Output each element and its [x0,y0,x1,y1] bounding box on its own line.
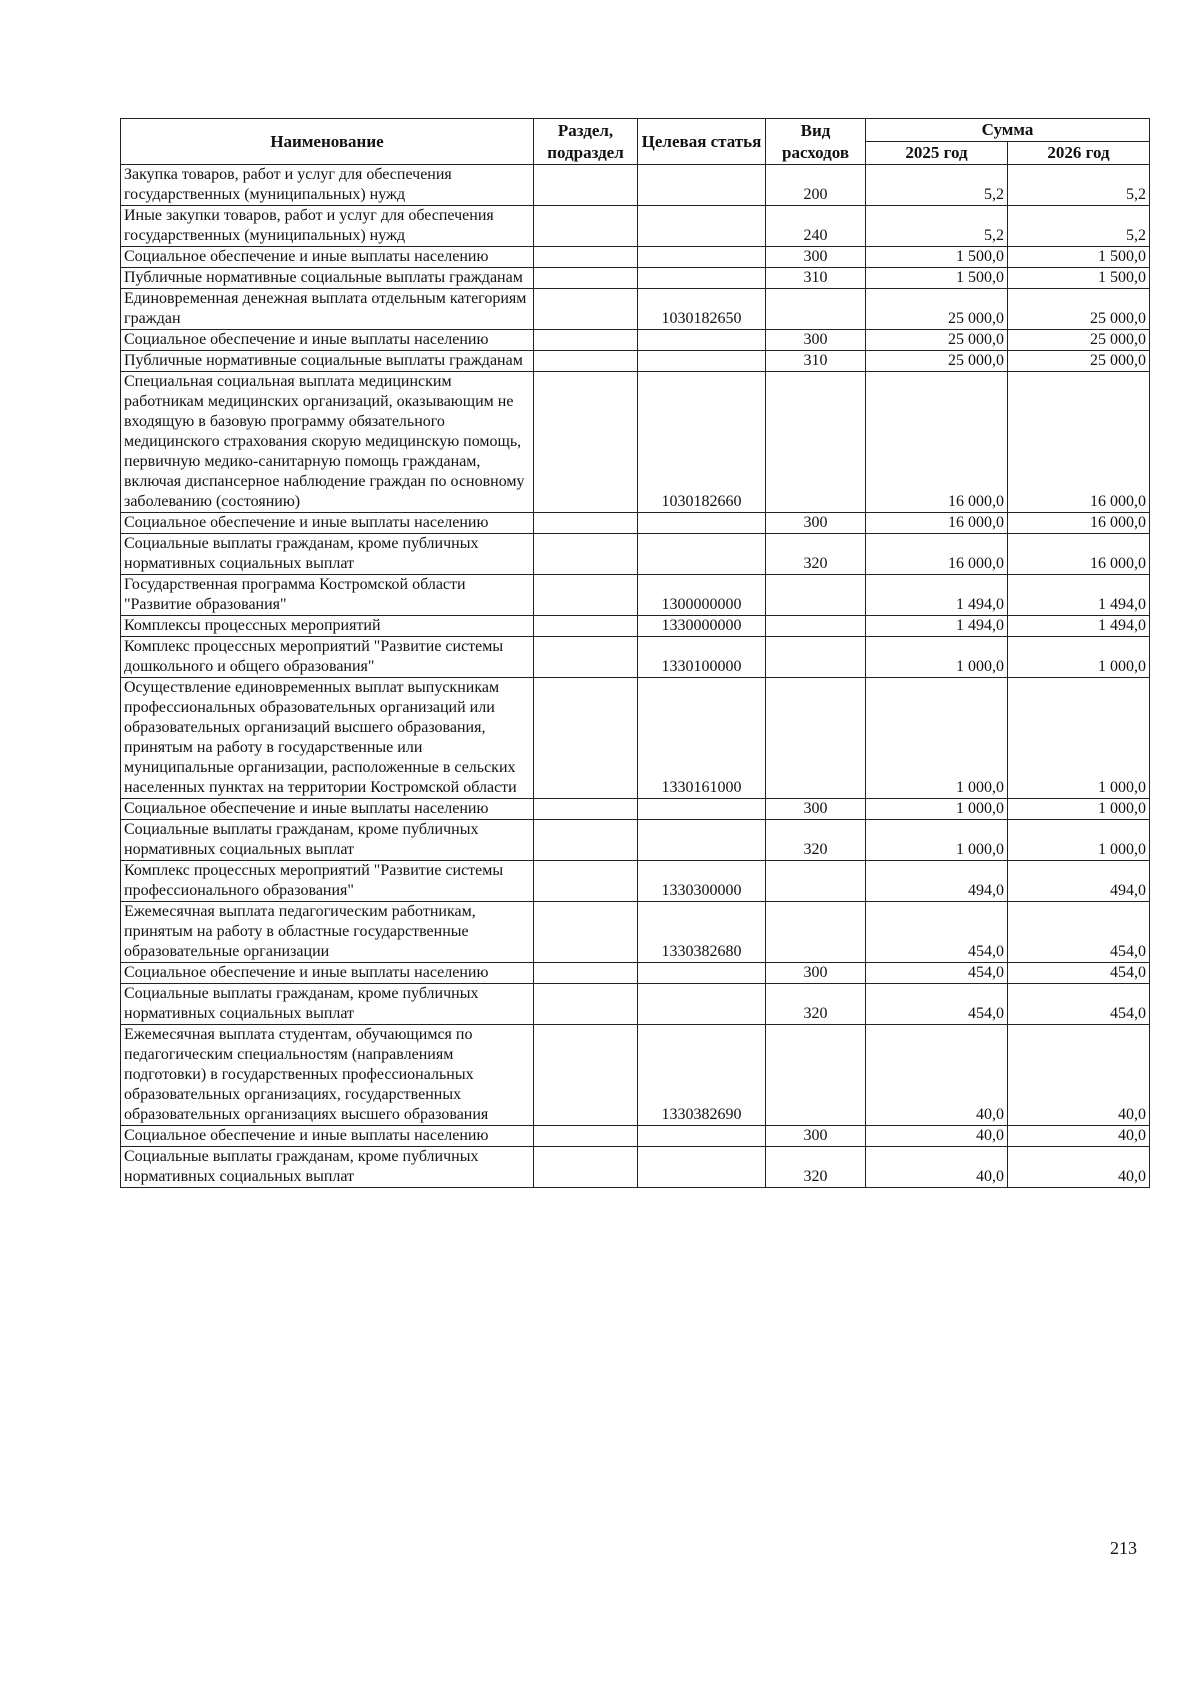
cell-name: Публичные нормативные социальные выплаты гражданам [121,268,534,289]
cell-section [534,351,638,372]
cell-name: Социальное обеспечение и иные выплаты населению [121,1126,534,1147]
cell-section [534,247,638,268]
cell-kind: 300 [766,247,866,268]
cell-kind [766,289,866,330]
cell-target: 1300000000 [638,575,766,616]
cell-target [638,330,766,351]
table-row [121,616,1150,637]
cell-sum-2026: 454,0 [1008,963,1150,984]
table-body [121,165,1150,1188]
table-row [121,351,1150,372]
cell-name: Закупка товаров, работ и услуг для обеспечения государственных (муниципальных) нужд [121,165,534,206]
table-header [121,119,1150,165]
cell-kind: 200 [766,165,866,206]
cell-sum-2026: 25 000,0 [1008,351,1150,372]
cell-sum-2026: 16 000,0 [1008,513,1150,534]
cell-sum-2025: 16 000,0 [866,534,1008,575]
cell-kind [766,902,866,963]
cell-name: Социальные выплаты гражданам, кроме публичных нормативных социальных выплат [121,534,534,575]
cell-section [534,575,638,616]
table-row [121,984,1150,1025]
cell-sum-2025: 25 000,0 [866,330,1008,351]
cell-sum-2026: 5,2 [1008,165,1150,206]
header-year-2026: 2026 год [1008,142,1150,165]
cell-sum-2025: 1 494,0 [866,616,1008,637]
cell-kind: 310 [766,351,866,372]
table-row [121,637,1150,678]
cell-name: Комплекс процессных мероприятий "Развитие системы дошкольного и общего образования" [121,637,534,678]
cell-name: Единовременная денежная выплата отдельным категориям граждан [121,289,534,330]
table-row [121,902,1150,963]
cell-sum-2026: 16 000,0 [1008,372,1150,513]
cell-kind: 300 [766,799,866,820]
cell-sum-2025: 5,2 [866,165,1008,206]
cell-sum-2026: 25 000,0 [1008,289,1150,330]
cell-kind: 320 [766,534,866,575]
cell-sum-2026: 454,0 [1008,984,1150,1025]
cell-section [534,513,638,534]
cell-section [534,289,638,330]
cell-sum-2025: 1 000,0 [866,799,1008,820]
cell-sum-2026: 25 000,0 [1008,330,1150,351]
table-row [121,372,1150,513]
cell-target [638,268,766,289]
cell-section [534,330,638,351]
cell-name: Социальное обеспечение и иные выплаты населению [121,963,534,984]
cell-kind [766,616,866,637]
cell-sum-2025: 5,2 [866,206,1008,247]
cell-name: Социальные выплаты гражданам, кроме публичных нормативных социальных выплат [121,984,534,1025]
cell-sum-2025: 1 000,0 [866,678,1008,799]
cell-sum-2026: 1 000,0 [1008,637,1150,678]
cell-sum-2025: 1 500,0 [866,247,1008,268]
table-row [121,820,1150,861]
table-row [121,534,1150,575]
cell-name: Комплексы процессных мероприятий [121,616,534,637]
cell-name: Осуществление единовременных выплат выпускникам профессиональных образовательных организаций или образовательных организаций высшего образования, принятым на работу в государственные или муниципальные организации, расположенные в сельских населенных пунктах на территории Костромской области [121,678,534,799]
table-row [121,289,1150,330]
table-row [121,165,1150,206]
cell-name: Комплекс процессных мероприятий "Развитие системы профессионального образования" [121,861,534,902]
cell-kind [766,372,866,513]
table-row [121,575,1150,616]
cell-target [638,247,766,268]
cell-target: 1030182660 [638,372,766,513]
cell-kind [766,1025,866,1126]
cell-kind: 300 [766,513,866,534]
cell-sum-2026: 1 494,0 [1008,575,1150,616]
table-row [121,799,1150,820]
cell-sum-2025: 25 000,0 [866,351,1008,372]
table-row [121,861,1150,902]
cell-sum-2025: 1 494,0 [866,575,1008,616]
cell-name: Специальная социальная выплата медицинским работникам медицинских организаций, оказывающим не входящую в базовую программу обязательного медицинского страхования скорую медицинскую помощь, первичную медико-санитарную помощь гражданам, включая диспансерное наблюдение граждан по основному заболеванию (состоянию) [121,372,534,513]
cell-sum-2026: 1 494,0 [1008,616,1150,637]
cell-name: Публичные нормативные социальные выплаты гражданам [121,351,534,372]
table-row [121,1147,1150,1188]
cell-sum-2026: 494,0 [1008,861,1150,902]
cell-sum-2025: 16 000,0 [866,513,1008,534]
cell-name: Социальные выплаты гражданам, кроме публичных нормативных социальных выплат [121,1147,534,1188]
cell-kind: 300 [766,963,866,984]
cell-section [534,1025,638,1126]
header-kind: Вид расходов [766,119,866,165]
cell-name: Социальное обеспечение и иные выплаты населению [121,330,534,351]
cell-target [638,165,766,206]
cell-name: Социальное обеспечение и иные выплаты населению [121,799,534,820]
table-row [121,206,1150,247]
cell-sum-2025: 16 000,0 [866,372,1008,513]
cell-kind: 300 [766,1126,866,1147]
cell-section [534,1147,638,1188]
cell-section [534,861,638,902]
cell-sum-2025: 40,0 [866,1025,1008,1126]
cell-section [534,820,638,861]
cell-kind [766,678,866,799]
cell-section [534,534,638,575]
cell-sum-2025: 25 000,0 [866,289,1008,330]
header-section: Раздел, подраздел [534,119,638,165]
cell-target: 1030182650 [638,289,766,330]
cell-sum-2025: 1 500,0 [866,268,1008,289]
cell-name: Иные закупки товаров, работ и услуг для обеспечения государственных (муниципальных) нужд [121,206,534,247]
cell-sum-2026: 1 000,0 [1008,678,1150,799]
table-row [121,247,1150,268]
cell-name: Социальные выплаты гражданам, кроме публичных нормативных социальных выплат [121,820,534,861]
table-row [121,678,1150,799]
cell-sum-2025: 454,0 [866,984,1008,1025]
table-row [121,1025,1150,1126]
cell-kind: 320 [766,984,866,1025]
cell-section [534,616,638,637]
cell-target: 1330161000 [638,678,766,799]
cell-section [534,372,638,513]
cell-section [534,984,638,1025]
cell-target [638,799,766,820]
cell-section [534,902,638,963]
cell-target [638,984,766,1025]
cell-sum-2026: 40,0 [1008,1025,1150,1126]
cell-sum-2026: 40,0 [1008,1126,1150,1147]
cell-section [534,637,638,678]
cell-sum-2026: 454,0 [1008,902,1150,963]
table-row [121,330,1150,351]
cell-name: Ежемесячная выплата педагогическим работникам, принятым на работу в областные государственные образовательные организации [121,902,534,963]
cell-target [638,963,766,984]
cell-sum-2026: 1 500,0 [1008,247,1150,268]
cell-kind: 320 [766,820,866,861]
header-name: Наименование [121,119,534,165]
cell-name: Социальное обеспечение и иные выплаты населению [121,513,534,534]
cell-section [534,678,638,799]
cell-target [638,206,766,247]
cell-kind: 240 [766,206,866,247]
header-sum: Сумма [866,119,1150,142]
cell-sum-2025: 494,0 [866,861,1008,902]
cell-sum-2025: 40,0 [866,1126,1008,1147]
cell-section [534,206,638,247]
cell-sum-2025: 40,0 [866,1147,1008,1188]
cell-target: 1330300000 [638,861,766,902]
cell-sum-2025: 1 000,0 [866,820,1008,861]
cell-target [638,1126,766,1147]
cell-kind: 300 [766,330,866,351]
cell-kind [766,575,866,616]
cell-name: Ежемесячная выплата студентам, обучающимся по педагогическим специальностям (направлениям подготовки) в государственных профессиональных образовательных организациях, государственных образовательных организациях высшего образования [121,1025,534,1126]
cell-sum-2025: 454,0 [866,902,1008,963]
cell-target [638,1147,766,1188]
cell-section [534,963,638,984]
cell-target: 1330100000 [638,637,766,678]
table-row [121,1126,1150,1147]
cell-target [638,351,766,372]
cell-sum-2026: 1 000,0 [1008,799,1150,820]
budget-table [120,118,1150,1188]
cell-target [638,513,766,534]
cell-sum-2026: 40,0 [1008,1147,1150,1188]
table-row [121,963,1150,984]
header-year-2025: 2025 год [866,142,1008,165]
header-target: Целевая статья [638,119,766,165]
cell-sum-2025: 454,0 [866,963,1008,984]
cell-name: Социальное обеспечение и иные выплаты населению [121,247,534,268]
cell-kind [766,637,866,678]
page-number: 213 [1110,1538,1137,1558]
table-row [121,513,1150,534]
cell-sum-2026: 1 500,0 [1008,268,1150,289]
cell-name: Государственная программа Костромской области "Развитие образования" [121,575,534,616]
cell-section [534,268,638,289]
cell-section [534,1126,638,1147]
cell-section [534,799,638,820]
cell-section [534,165,638,206]
cell-target: 1330382690 [638,1025,766,1126]
cell-kind: 310 [766,268,866,289]
cell-sum-2026: 5,2 [1008,206,1150,247]
cell-kind [766,861,866,902]
table-row [121,268,1150,289]
cell-target: 1330000000 [638,616,766,637]
cell-target [638,820,766,861]
cell-target [638,534,766,575]
cell-kind: 320 [766,1147,866,1188]
cell-target: 1330382680 [638,902,766,963]
cell-sum-2025: 1 000,0 [866,637,1008,678]
cell-sum-2026: 1 000,0 [1008,820,1150,861]
cell-sum-2026: 16 000,0 [1008,534,1150,575]
